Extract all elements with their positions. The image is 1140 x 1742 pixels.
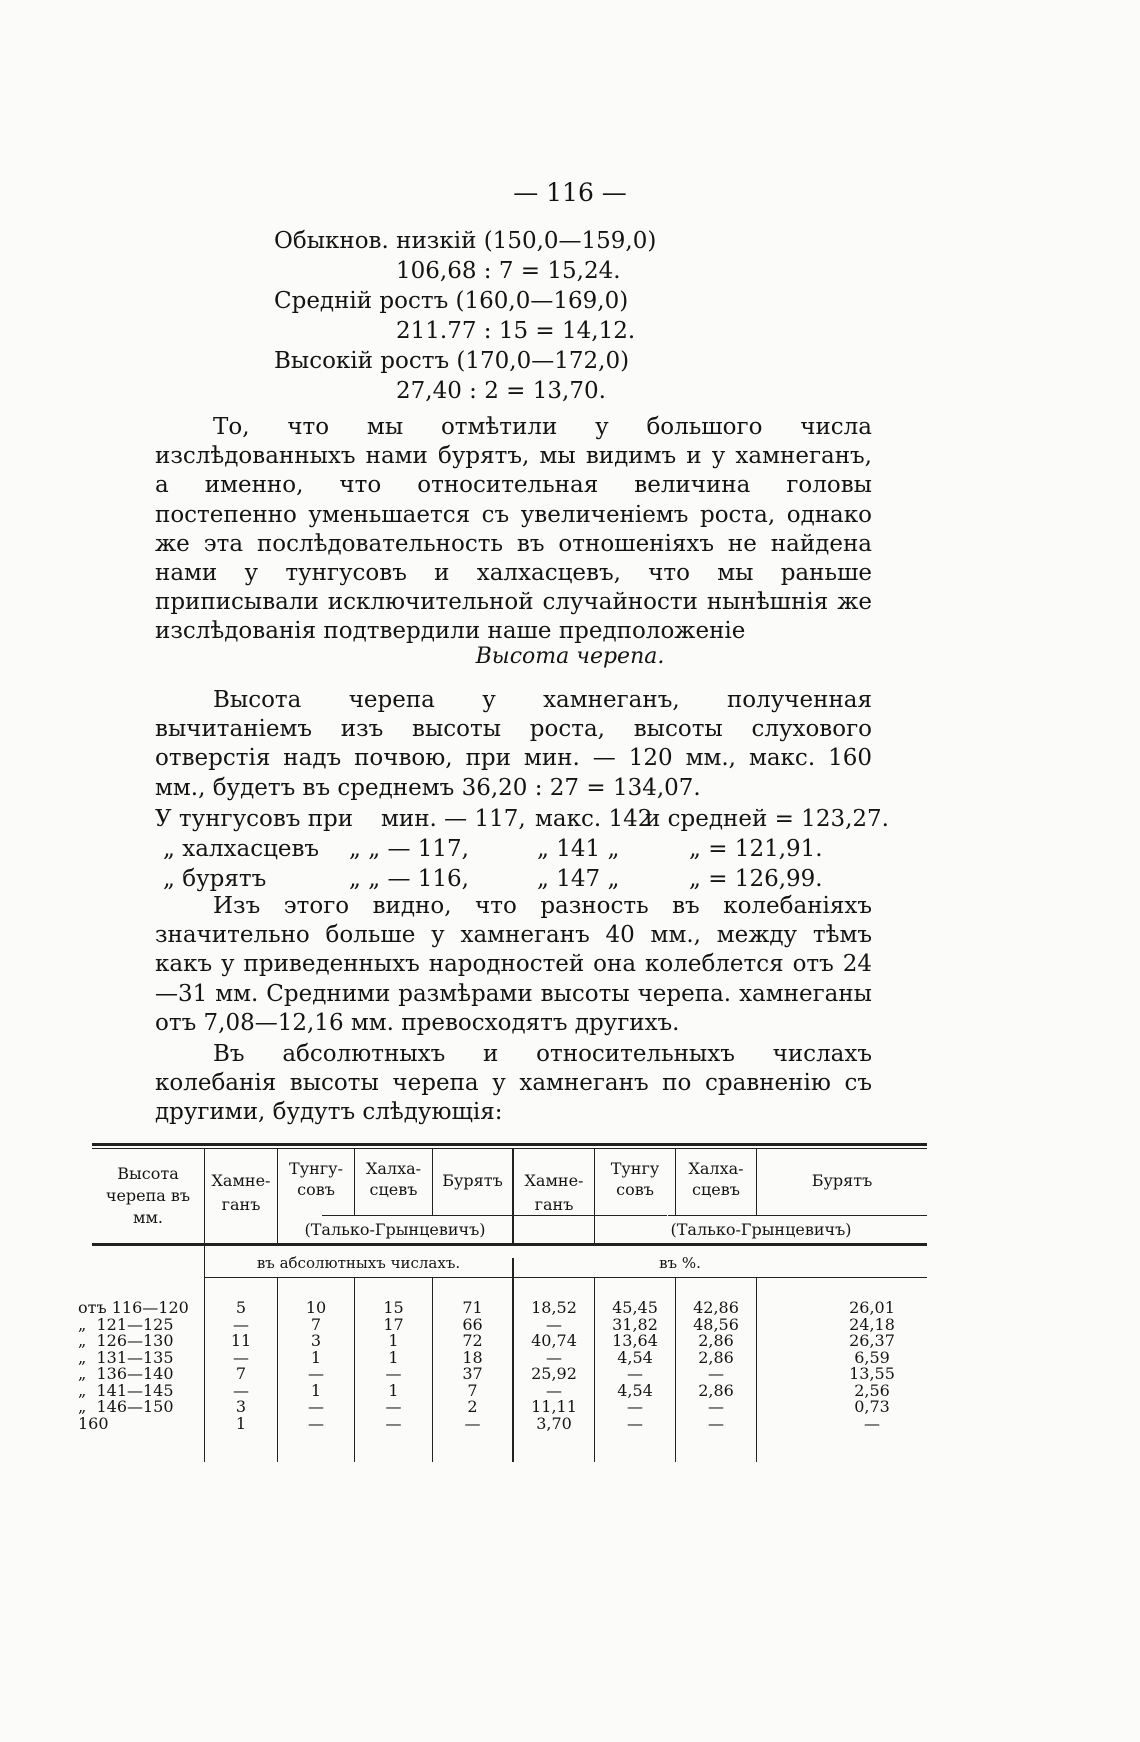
paragraph-text: Высота черепа у хамнеганъ, полученная вычитаніемъ изъ высоты роста, высоты слухового отверстія надъ почвою, при мин. — 120 мм., макс. 160 мм., будетъ въ среднемъ 36,20 : 27 = 134,07. xyxy=(155,687,872,801)
comparison-group: „ бурятъ xyxy=(163,866,267,892)
header-tungus-pct: Тунгу совъ xyxy=(610,1159,660,1199)
col-khamnegan-pct: 18,52 — 40,74 — 25,92 — 11,11 3,70 xyxy=(531,1298,577,1433)
comparison-max: макс. 142 xyxy=(535,806,653,832)
col-khamnegan: 5 — 11 — 7 — 3 1 xyxy=(230,1298,252,1433)
comparison-avg: и средней = 123,27. xyxy=(645,806,889,832)
paragraph-text: Въ абсолютныхъ и относительныхъ числахъ колебанія высоты черепа у хамнеганъ по сравненію съ другими, будутъ слѣдующія: xyxy=(155,1041,872,1126)
col-khalkha: 15 17 1 1 — 1 — — xyxy=(383,1298,404,1433)
page-number: — 116 — xyxy=(513,178,627,207)
paragraph-text: То, что мы отмѣтили у большого числа изслѣдованныхъ нами бурятъ, мы видимъ и у хамнеганъ, а именно, что относительная величина головы постепенно уменьшается съ увеличеніемъ роста, однако же эта послѣдовательность въ отношеніяхъ не найдена нами у тунгусовъ и халхасцевъ, что мы раньше приписывали исключительной случайности нынѣшнія же изслѣдованія подтвердили наше предположеніе xyxy=(155,414,872,645)
header-tungus: Тунгу- совъ xyxy=(289,1159,343,1199)
header-buryat: Бурятъ xyxy=(442,1171,503,1190)
header-khalkha-pct: Халха- сцевъ xyxy=(688,1159,744,1199)
stat-label: Высокій ростъ (170,0—172,0) xyxy=(274,348,630,374)
header-source: (Талько-Грынцевичъ) xyxy=(304,1220,486,1239)
paragraph-2 xyxy=(155,686,872,803)
header-height: Высота черепа въ мм. xyxy=(105,1164,191,1227)
header-khamnegan-pct: Хамне- ганъ xyxy=(524,1171,584,1214)
header-absolute: въ абсолютныхъ числахъ. xyxy=(256,1254,461,1272)
col-height: отъ 116—120 „ 121—125 „ 126—130 „ 131—135 „ 136—140 „ 141—145 „ 146—150 160 xyxy=(78,1298,189,1433)
comparison-min: „ „ — 117, xyxy=(349,836,469,862)
stat-value: 211.77 : 15 = 14,12. xyxy=(396,318,636,344)
paragraph-1 xyxy=(155,413,872,647)
comparison-row xyxy=(155,836,885,866)
col-khalkha-pct: 42,86 48,56 2,86 2,86 — 2,86 — — xyxy=(693,1298,739,1433)
comparison-min: мин. — 117, xyxy=(381,806,526,832)
comparison-block xyxy=(155,806,889,896)
comparison-group: „ халхасцевъ xyxy=(163,836,320,862)
stat-label: Средній ростъ (160,0—169,0) xyxy=(274,288,629,314)
comparison-avg: „ = 126,99. xyxy=(689,866,823,892)
paragraph-4 xyxy=(155,1040,872,1128)
col-buryat: 71 66 72 18 37 7 2 — xyxy=(462,1298,483,1433)
table-top-rule xyxy=(92,1143,927,1146)
paragraph-text: Изъ этого видно, что разность въ колебаніяхъ значительно больше у хамнеганъ 40 мм., между тѣмъ какъ у приведенныхъ народностей она колеблется отъ 24—31 мм. Средними размѣрами высоты черепа. хамнеганы отъ 7,08—12,16 мм. превосходятъ другихъ. xyxy=(155,893,872,1036)
col-tungus: 10 7 3 1 — 1 — — xyxy=(305,1298,327,1433)
comparison-min: „ „ — 116, xyxy=(349,866,469,892)
header-khamnegan: Хамне- ганъ xyxy=(211,1171,271,1214)
stat-value: 106,68 : 7 = 15,24. xyxy=(396,258,621,284)
table-top-rule xyxy=(92,1148,927,1149)
table-rule xyxy=(668,1215,927,1216)
header-khalkha: Халха- сцевъ xyxy=(365,1159,422,1199)
stat-label: Обыкнов. низкій (150,0—159,0) xyxy=(274,228,657,254)
col-buryat-pct: 26,01 24,18 26,37 6,59 13,55 2,56 0,73 — xyxy=(849,1298,895,1433)
section-title: Высота черепа. xyxy=(475,644,665,669)
stat-value: 27,40 : 2 = 13,70. xyxy=(396,378,606,404)
comparison-group: У тунгусовъ при xyxy=(155,806,354,832)
comparison-max: „ 141 „ xyxy=(537,836,620,862)
paragraph-3 xyxy=(155,892,872,1038)
header-buryat-pct: Бурятъ xyxy=(811,1171,873,1190)
col-tungus-pct: 45,45 31,82 13,64 4,54 — 4,54 — — xyxy=(612,1298,658,1433)
header-source-pct: (Талько-Грынцевичъ) xyxy=(670,1220,852,1239)
table-rule xyxy=(204,1277,927,1278)
table-header-rule xyxy=(92,1245,927,1246)
table-rule xyxy=(322,1215,667,1216)
header-percent: въ %. xyxy=(659,1254,701,1272)
comparison-max: „ 147 „ xyxy=(537,866,620,892)
comparison-avg: „ = 121,91. xyxy=(689,836,823,862)
skull-height-table xyxy=(78,1143,927,1473)
comparison-row xyxy=(155,806,889,836)
